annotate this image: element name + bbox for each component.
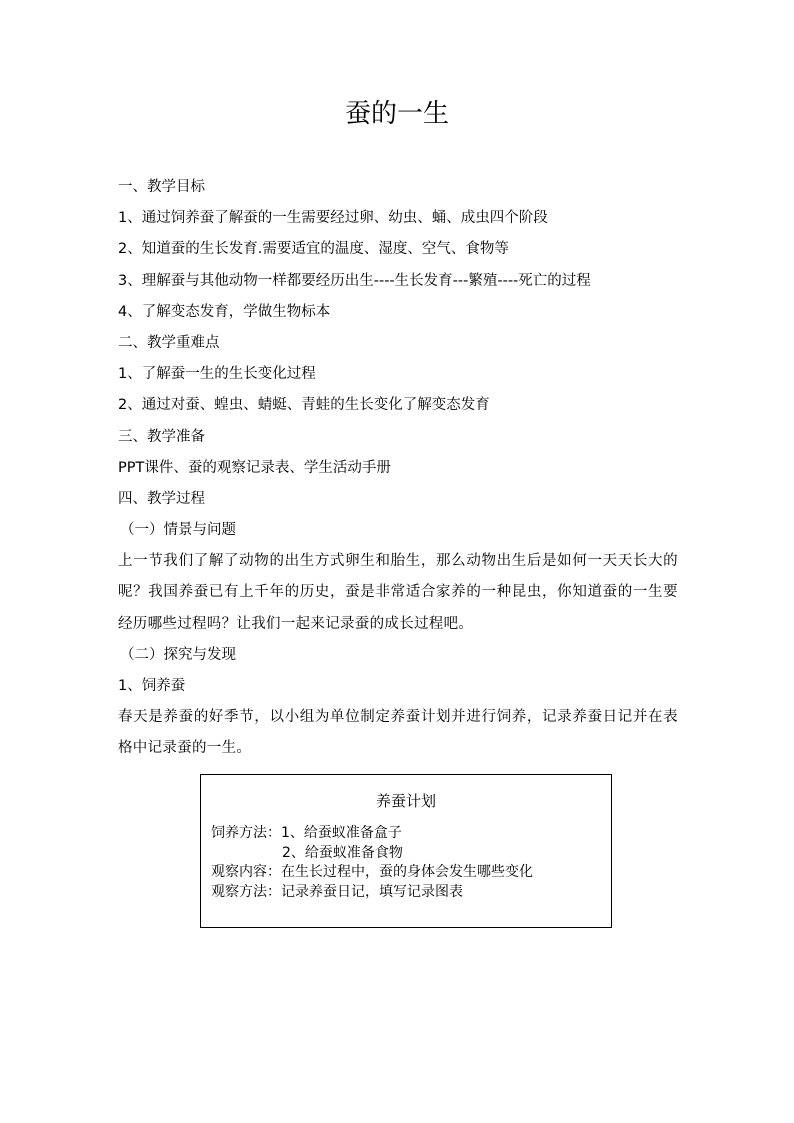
silkworm-plan-box bbox=[200, 774, 612, 928]
plan-method-line-1: 饲养方法：1、给蚕蚁准备盒子 bbox=[211, 825, 402, 841]
paragraph-spring: 春天是养蚕的好季节，以小组为单位制定养蚕计划并进行饲养，记录养蚕日记并在表格中记录蚕的一生。 bbox=[118, 709, 678, 757]
key-point-item-2: 2、通过对蚕、蝗虫、蜻蜓、青蛙的生长变化了解变态发育 bbox=[118, 397, 490, 414]
objective-item-2: 2、知道蚕的生长发育.需要适宜的温度、湿度、空气、食物等 bbox=[118, 241, 509, 258]
section-heading-key-points: 二、教学重难点 bbox=[118, 334, 220, 351]
objective-item-4: 4、了解变态发育，学做生物标本 bbox=[118, 303, 331, 320]
section-heading-objectives: 一、教学目标 bbox=[118, 179, 205, 195]
plan-observe-method: 观察方法：记录养蚕日记，填写记录图表 bbox=[211, 883, 463, 900]
plan-method-line-2: 2、给蚕蚁准备食物 bbox=[282, 844, 403, 861]
section-heading-preparation: 三、教学准备 bbox=[118, 428, 205, 445]
paragraph-scenario: 上一节我们了解了动物的出生方式卵生和胎生，那么动物出生后是如何一天天长大的呢？我国养蚕已有上千年的历史，蚕是非常适合家养的一种昆虫，你知道蚕的一生要经历哪些过程吗？让我们一起来记录蚕的成长过程吧。 bbox=[118, 553, 678, 632]
plan-observe-content: 观察内容：在生长过程中，蚕的身体会发生哪些变化 bbox=[211, 864, 533, 880]
subsection-heading-explore: （二）探究与发现 bbox=[120, 646, 236, 663]
plan-box-content bbox=[211, 824, 603, 902]
objective-item-3: 3、理解蚕与其他动物一样都要经历出生----生长发育---繁殖----死亡的过程 bbox=[118, 272, 591, 289]
key-point-item-1: 1、了解蚕一生的生长变化过程 bbox=[118, 366, 316, 383]
page-title: 蚕的一生 bbox=[344, 99, 449, 129]
document-body bbox=[118, 172, 678, 765]
subsection-heading-scenario: （一）情景与问题 bbox=[120, 522, 236, 539]
section-heading-process: 四、教学过程 bbox=[118, 490, 205, 507]
objective-item-1: 1、通过饲养蚕了解蚕的一生需要经过卵、幼虫、蛹、成虫四个阶段 bbox=[118, 210, 548, 227]
preparation-item: PPT课件、蚕的观察记录表、学生活动手册 bbox=[118, 459, 391, 476]
plan-box-title: 养蚕计划 bbox=[375, 792, 436, 810]
step-raise-silkworm: 1、饲养蚕 bbox=[118, 678, 186, 695]
